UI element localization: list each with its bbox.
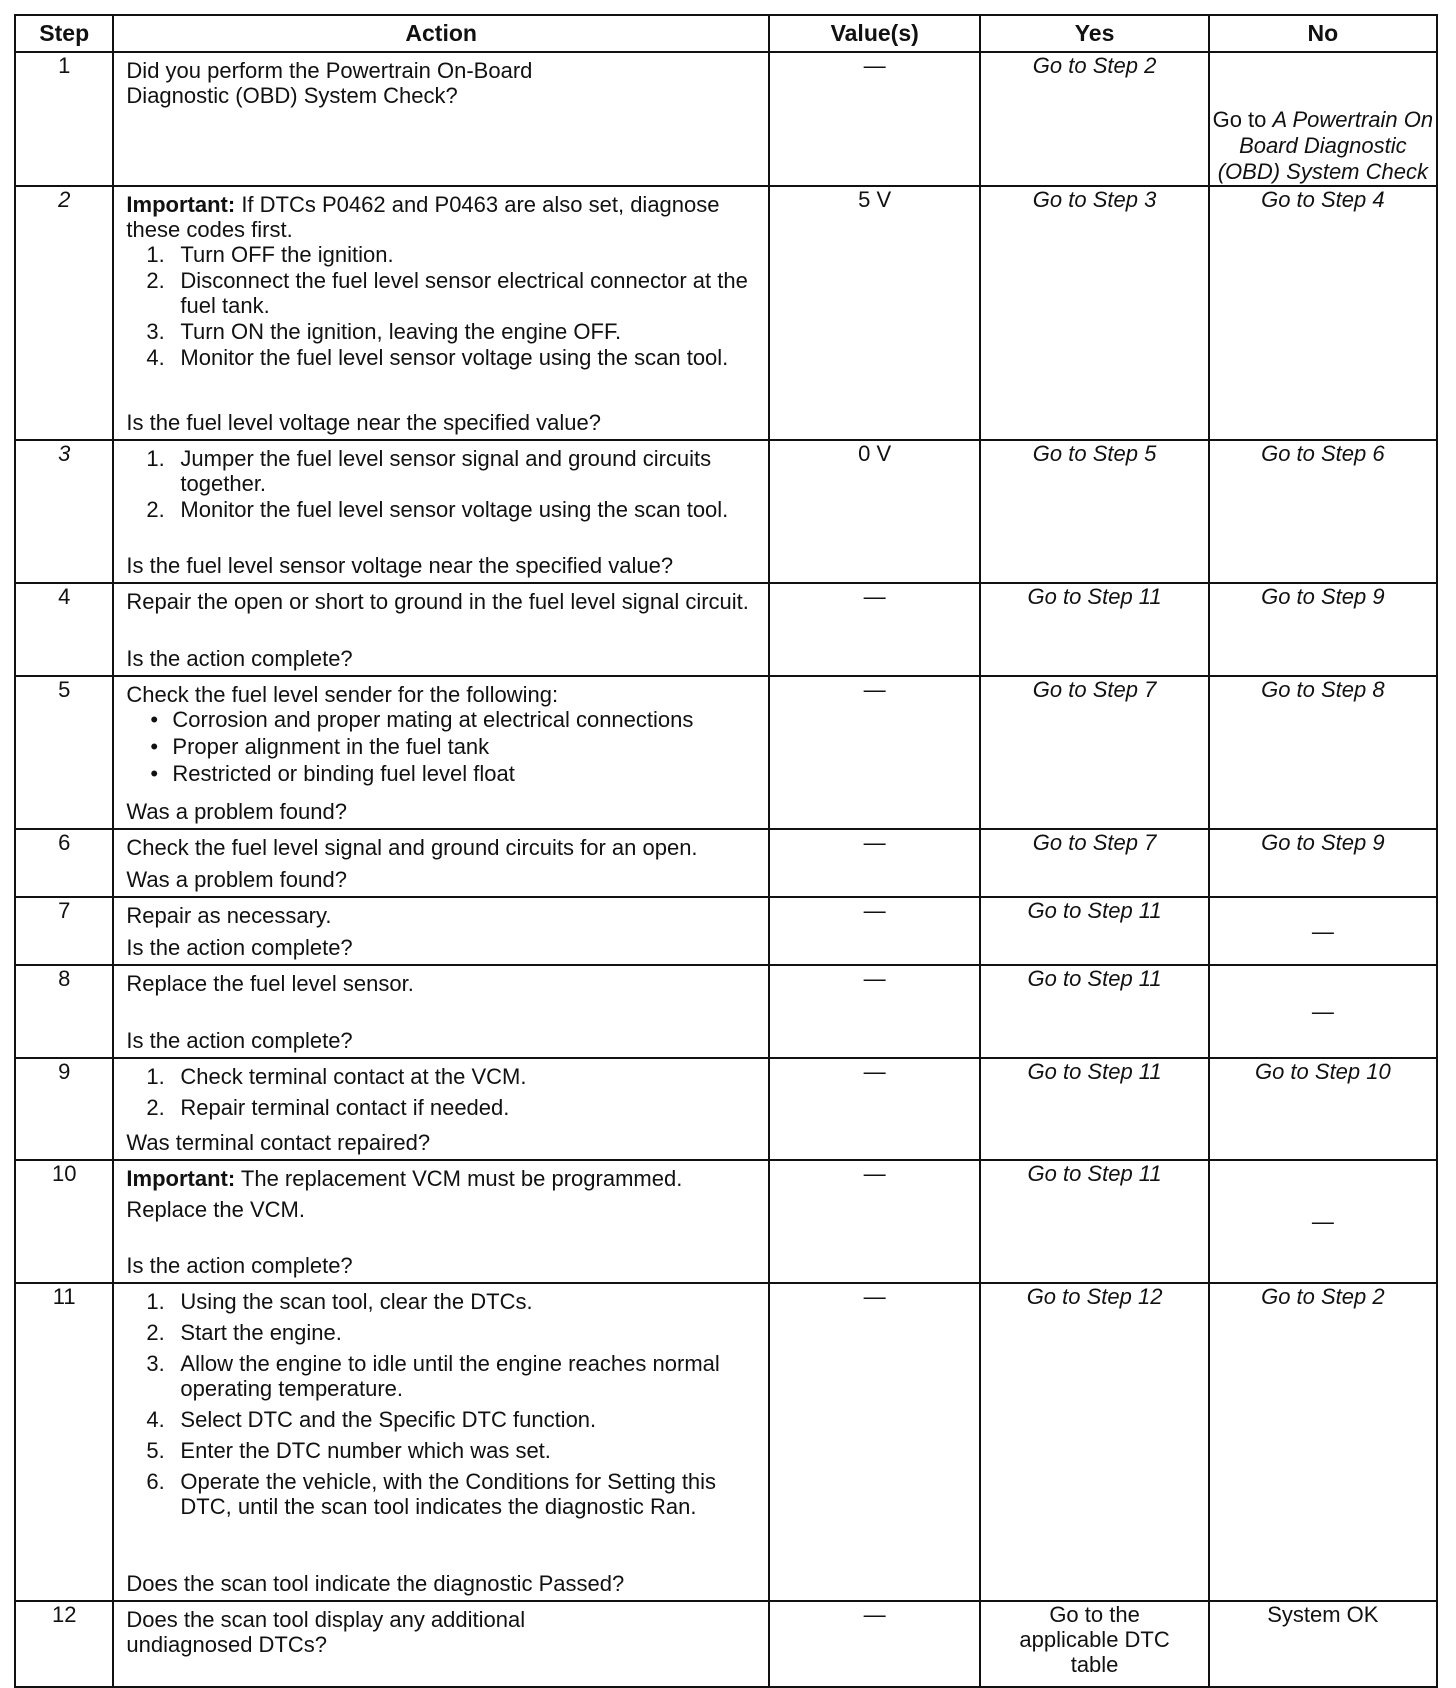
- list-item: [146, 1351, 758, 1401]
- action-question: Is the fuel level sensor voltage near the specified value?: [126, 553, 674, 578]
- numbered-steps: [126, 446, 758, 523]
- action-question: Is the action complete?: [126, 1028, 353, 1053]
- yes-cell: Go to the applicable DTC table: [980, 1601, 1208, 1687]
- value-cell: —: [769, 1058, 981, 1160]
- action-cell: [113, 1283, 769, 1601]
- value-cell: —: [769, 829, 981, 897]
- numbered-steps: [126, 242, 758, 371]
- no-cell: Go to Step 9: [1209, 829, 1437, 897]
- item-number: 1.: [146, 242, 165, 267]
- value-cell: —: [769, 1601, 981, 1687]
- action-text: undiagnosed DTCs?: [126, 1632, 327, 1657]
- no-cell: Go to Step 10: [1209, 1058, 1437, 1160]
- step-number: 10: [15, 1160, 113, 1283]
- item-text: Disconnect the fuel level sensor electrical connector at the fuel tank.: [180, 268, 748, 318]
- action-cell: [113, 897, 769, 965]
- step-number: 4: [15, 583, 113, 676]
- action-cell: [113, 52, 769, 186]
- list-item: [146, 1438, 758, 1463]
- table-row: [15, 965, 1437, 1058]
- no-cell: —: [1209, 897, 1437, 965]
- item-text: Operate the vehicle, with the Conditions for Setting this DTC, until the scan tool indicates the diagnostic Ran.: [180, 1469, 717, 1519]
- value-cell: —: [769, 1160, 981, 1283]
- bullet-list: [126, 707, 758, 788]
- yes-cell: Go to Step 7: [980, 829, 1208, 897]
- item-number: 3.: [146, 1351, 165, 1376]
- item-text: Monitor the fuel level sensor voltage using the scan tool.: [180, 497, 729, 522]
- list-item: [146, 1095, 758, 1120]
- step-number: 12: [15, 1601, 113, 1687]
- action-cell: [113, 829, 769, 897]
- yes-cell: Go to Step 7: [980, 676, 1208, 829]
- item-number: 2.: [146, 1320, 165, 1345]
- action-question: Is the fuel level voltage near the specified value?: [126, 410, 601, 435]
- list-item: [146, 1469, 758, 1519]
- step-number: 6: [15, 829, 113, 897]
- numbered-steps: [126, 1289, 758, 1525]
- yes-cell: Go to Step 11: [980, 965, 1208, 1058]
- action-text: Did you perform the Powertrain On-Board: [126, 58, 533, 83]
- no-cell: Go to Step 8: [1209, 676, 1437, 829]
- no-cell: —: [1209, 1160, 1437, 1283]
- list-item: [146, 446, 758, 496]
- item-number: 4.: [146, 1407, 165, 1432]
- no-cell: Go to Step 2: [1209, 1283, 1437, 1601]
- item-text: Start the engine.: [180, 1320, 342, 1345]
- value-cell: —: [769, 52, 981, 186]
- step-number: 11: [15, 1283, 113, 1601]
- item-number: 5.: [146, 1438, 165, 1463]
- item-number: 4.: [146, 345, 165, 370]
- list-item: [146, 268, 758, 318]
- action-text: Check the fuel level sender for the following:: [126, 682, 559, 707]
- value-cell: —: [769, 676, 981, 829]
- important-label: Important:: [126, 1166, 236, 1191]
- list-item: [146, 1320, 758, 1345]
- action-cell: [113, 1160, 769, 1283]
- item-text: Monitor the fuel level sensor voltage using the scan tool.: [180, 345, 729, 370]
- action-text: Check the fuel level signal and ground circuits for an open.: [126, 835, 698, 860]
- item-text: Enter the DTC number which was set.: [180, 1438, 551, 1463]
- item-number: 1.: [146, 446, 165, 471]
- table-row: [15, 1160, 1437, 1283]
- yes-cell: Go to Step 11: [980, 1058, 1208, 1160]
- action-text: Replace the fuel level sensor.: [126, 971, 414, 996]
- header-values: Value(s): [769, 15, 981, 52]
- important-text: The replacement VCM must be programmed.: [240, 1166, 683, 1191]
- table-row: [15, 897, 1437, 965]
- item-text: Jumper the fuel level sensor signal and ground circuits together.: [180, 446, 712, 496]
- step-number: 9: [15, 1058, 113, 1160]
- item-text: Turn OFF the ignition.: [180, 242, 394, 267]
- action-cell: [113, 440, 769, 583]
- list-item: [146, 345, 758, 370]
- table-row: [15, 829, 1437, 897]
- table-row: [15, 676, 1437, 829]
- yes-cell: Go to Step 11: [980, 583, 1208, 676]
- item-text: Select DTC and the Specific DTC function.: [180, 1407, 597, 1432]
- action-question: Is the action complete?: [126, 935, 353, 960]
- item-number: 2.: [146, 497, 165, 522]
- action-text: Does the scan tool display any additional: [126, 1607, 526, 1632]
- item-number: 3.: [146, 319, 165, 344]
- table-row: [15, 186, 1437, 440]
- action-question: Does the scan tool indicate the diagnostic Passed?: [126, 1571, 625, 1596]
- item-text: Allow the engine to idle until the engine reaches normal operating temperature.: [180, 1351, 720, 1401]
- table-row: [15, 583, 1437, 676]
- item-text: Check terminal contact at the VCM.: [180, 1064, 527, 1089]
- list-item: [146, 319, 758, 344]
- action-cell: [113, 965, 769, 1058]
- diagnostic-table: [14, 14, 1438, 1688]
- numbered-steps: [126, 1064, 758, 1126]
- yes-cell: Go to Step 5: [980, 440, 1208, 583]
- action-question: Was a problem found?: [126, 867, 347, 892]
- action-text: Diagnostic (OBD) System Check?: [126, 83, 458, 108]
- yes-cell: Go to Step 3: [980, 186, 1208, 440]
- list-item: • Restricted or binding fuel level float: [150, 761, 758, 786]
- item-text: Turn ON the ignition, leaving the engine OFF.: [180, 319, 622, 344]
- no-cell: Go to Step 9: [1209, 583, 1437, 676]
- important-note: [126, 1166, 758, 1191]
- no-prefix: Go to: [1212, 107, 1267, 132]
- item-number: 2.: [146, 1095, 165, 1120]
- step-number: 3: [15, 440, 113, 583]
- item-text: Repair terminal contact if needed.: [180, 1095, 510, 1120]
- value-cell: 5 V: [769, 186, 981, 440]
- item-text: Using the scan tool, clear the DTCs.: [180, 1289, 533, 1314]
- value-cell: 0 V: [769, 440, 981, 583]
- value-cell: —: [769, 583, 981, 676]
- value-cell: —: [769, 965, 981, 1058]
- action-question: Is the action complete?: [126, 1253, 353, 1278]
- action-text: Repair as necessary.: [126, 903, 332, 928]
- list-item: [146, 1064, 758, 1089]
- item-number: 1.: [146, 1289, 165, 1314]
- no-link-text: A Powertrain On Board Diagnostic (OBD) System Check: [1217, 107, 1434, 184]
- table-row: [15, 1058, 1437, 1160]
- action-cell: [113, 583, 769, 676]
- important-note: [126, 192, 758, 242]
- action-text: Repair the open or short to ground in the fuel level signal circuit.: [126, 589, 749, 614]
- value-cell: —: [769, 1283, 981, 1601]
- action-cell: [113, 1601, 769, 1687]
- header-action: Action: [113, 15, 769, 52]
- header-yes: Yes: [980, 15, 1208, 52]
- step-number: 1: [15, 52, 113, 186]
- yes-cell: Go to Step 11: [980, 1160, 1208, 1283]
- item-number: 1.: [146, 1064, 165, 1089]
- yes-cell: Go to Step 2: [980, 52, 1208, 186]
- list-item: [146, 497, 758, 522]
- table-row: [15, 52, 1437, 186]
- list-item: • Corrosion and proper mating at electrical connections: [150, 707, 758, 732]
- list-item: [146, 242, 758, 267]
- item-number: 2.: [146, 268, 165, 293]
- action-cell: [113, 186, 769, 440]
- no-cell: Go to Step 6: [1209, 440, 1437, 583]
- table-row: [15, 1283, 1437, 1601]
- header-no: No: [1209, 15, 1437, 52]
- list-item: • Proper alignment in the fuel tank: [150, 734, 758, 759]
- important-label: Important:: [126, 192, 236, 217]
- step-number: 7: [15, 897, 113, 965]
- yes-cell: Go to Step 12: [980, 1283, 1208, 1601]
- action-text: Replace the VCM.: [126, 1197, 305, 1222]
- no-cell: [1209, 52, 1437, 186]
- list-item: [146, 1289, 758, 1314]
- action-question: Was a problem found?: [126, 799, 347, 824]
- value-cell: —: [769, 897, 981, 965]
- step-number: 8: [15, 965, 113, 1058]
- no-cell: —: [1209, 965, 1437, 1058]
- step-number: 5: [15, 676, 113, 829]
- table-row: [15, 440, 1437, 583]
- action-cell: [113, 1058, 769, 1160]
- list-item: [146, 1407, 758, 1432]
- item-number: 6.: [146, 1469, 165, 1494]
- header-step: Step: [15, 15, 113, 52]
- action-question: Was terminal contact repaired?: [126, 1130, 431, 1155]
- no-cell: System OK: [1209, 1601, 1437, 1687]
- no-cell: Go to Step 4: [1209, 186, 1437, 440]
- step-number: 2: [15, 186, 113, 440]
- yes-cell: Go to Step 11: [980, 897, 1208, 965]
- table-row: [15, 1601, 1437, 1687]
- action-cell: [113, 676, 769, 829]
- important-text: If DTCs P0462 and P0463 are also set, diagnose these codes first.: [126, 192, 720, 242]
- header-row: [15, 15, 1437, 52]
- action-question: Is the action complete?: [126, 646, 353, 671]
